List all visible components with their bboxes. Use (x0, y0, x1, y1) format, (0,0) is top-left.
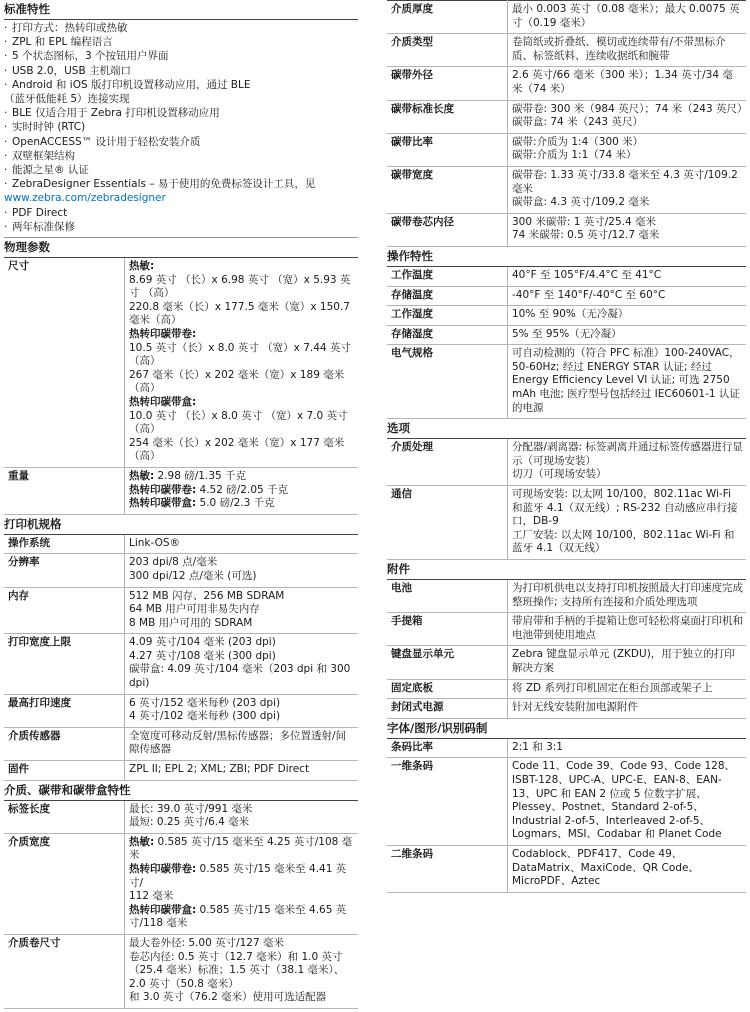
table-row (387, 67, 746, 100)
spec-text: 碳带卷: 1.33 英寸/33.8 毫米至 4.3 英寸/109.2 毫米 (512, 168, 738, 195)
spec-value-line (512, 441, 743, 468)
spec-value (125, 727, 359, 760)
spec-text: 针对无线安装附加电源附件 (512, 701, 638, 714)
spec-value-line (129, 342, 355, 369)
table-row (387, 306, 746, 326)
spec-value-line (129, 904, 355, 931)
spec-value-line (129, 816, 355, 830)
table-row (4, 467, 358, 514)
table-row (387, 646, 746, 679)
table-row (387, 679, 746, 699)
spec-text: 254 毫米（长）x 202 毫米（宽）x 177 毫米（高） (129, 436, 345, 463)
spec-label: 介质卷尺寸 (4, 934, 125, 1008)
spec-value (125, 761, 359, 781)
spec-text: 碳带卷: 300 米（984 英尺）；74 米（243 英尺） (512, 102, 748, 115)
spec-value-line (512, 741, 743, 755)
spec-value-line (129, 617, 355, 631)
table-row (4, 727, 358, 760)
spec-value (508, 845, 747, 892)
spec-value-line (512, 648, 743, 675)
spec-value-line (512, 36, 743, 63)
spec-value (508, 1, 747, 34)
spec-text: 112 毫米 (129, 890, 174, 903)
spec-value-line (512, 848, 743, 889)
section-title-fonts-barcodes: 字体/图形/识别码制 (387, 719, 746, 739)
spec-table (387, 267, 746, 419)
spec-value-line (129, 396, 355, 410)
spec-text: 512 MB 闪存、256 MB SDRAM (129, 589, 285, 602)
spec-table (4, 535, 358, 781)
spec-text: 0.585 英寸/15 毫米至 4.41 英寸/ (129, 863, 347, 889)
right-column (387, 0, 746, 893)
spec-value-line (512, 216, 743, 230)
spec-text: 将 ZD 系列打印机固定在柜台顶部或架子上 (512, 681, 713, 694)
list-item-continued (4, 191, 358, 205)
spec-value-line (129, 470, 355, 484)
table-row (4, 258, 358, 467)
spec-value-line (512, 328, 743, 342)
spec-value-line (512, 69, 743, 96)
spec-value (508, 133, 747, 166)
spec-label: 通信 (387, 486, 508, 560)
spec-value-line (129, 763, 355, 777)
spec-value-line (512, 169, 743, 196)
spec-value (125, 587, 359, 634)
spec-value-line (512, 116, 743, 130)
spec-text: 可现场安装: 以太网 10/100，802.11ac Wi-Fi 和蓝牙 4.1（双无线）; RS-232 自动感应串行接口，DB-9 (512, 488, 738, 528)
table-row (387, 439, 746, 485)
table-row (4, 761, 358, 781)
spec-label: 条码比率 (387, 739, 508, 758)
table-row (387, 739, 746, 758)
table-row (387, 758, 746, 846)
spec-text: Link-OS® (129, 536, 181, 549)
spec-text: 10% 至 90%（无冷凝） (512, 308, 629, 321)
spec-label: 介质处理 (387, 439, 508, 485)
spec-value (508, 758, 747, 846)
section-title-printer: 打印机规格 (4, 515, 358, 535)
spec-text: 8.69 英寸 （长）x 6.98 英寸 （宽）x 5.93 英寸 （高） (129, 273, 351, 300)
spec-value-line (129, 274, 355, 301)
table-row (387, 133, 746, 166)
spec-value-line (512, 468, 743, 482)
spec-text: -40°F 至 140°F/-40°C 至 60°C (512, 288, 666, 301)
table-row (387, 166, 746, 213)
spec-value-line (512, 760, 743, 842)
spec-value-line (512, 308, 743, 322)
list-item: · PDF Direct (4, 206, 358, 220)
list-item: · 双壁框架结构 (4, 149, 358, 163)
spec-text: 4 英寸/102 毫米每秒 (300 dpi) (129, 710, 281, 723)
list-item: · BLE 仅适合用于 Zebra 打印机设置移动应用 (4, 106, 358, 120)
table-row (387, 699, 746, 719)
spec-text: 2.6 英寸/66 毫米（300 米）；1.34 英寸/34 毫米（74 米） (512, 69, 733, 95)
table-row (4, 535, 358, 554)
spec-value-line (512, 529, 743, 556)
spec-value (508, 325, 747, 345)
spec-label: 一维条码 (387, 758, 508, 846)
spec-text: 8 MB 用户可用的 SDRAM (129, 616, 253, 629)
spec-text: 0.585 英寸/15 毫米至 4.25 英寸/108 毫米 (129, 835, 353, 862)
spec-value (508, 166, 747, 213)
spec-text: 卷芯内径: 0.5 英寸（12.7 毫米）和 1.0 英寸（25.4 毫米）标准；1.5 英寸（38.1 毫米）、2.0 英寸（50.8 毫米） (129, 950, 345, 990)
list-item: · USB 2.0，USB 主机端口 (4, 64, 358, 78)
spec-value-line (129, 863, 355, 890)
spec-value-line (129, 991, 355, 1005)
spec-value-line (129, 951, 355, 992)
spec-value (125, 554, 359, 587)
spec-value-line (512, 102, 748, 117)
spec-sublabel: 热转印碳带卷: (129, 328, 197, 341)
spec-value-line (129, 663, 355, 690)
spec-value-line (129, 484, 355, 498)
spec-text: Code 11、Code 39、Code 93、Code 128、ISBT-128、UPC-A、UPC-E、EAN-8、EAN-13、UPC 和 EAN 2 位或 5 位数字扩展、Plessey、Postnet、Standard 2-of-5、Industrial 2-of-5、Interleaved 2-of-5、Logmars、MSI、Codabar 和 Planet Code (512, 760, 735, 841)
spec-label: 碳带宽度 (387, 166, 508, 213)
section-title-options: 选项 (387, 419, 746, 439)
list-item: · 打印方式：热转印或热敏 (4, 21, 358, 35)
list-item: · 5 个状态图标，3 个按钮用户界面 (4, 49, 358, 63)
spec-text: 和 3.0 英寸（76.2 毫米）使用可选适配器 (129, 991, 327, 1004)
list-item: · 两年标准保修 (4, 220, 358, 234)
spec-value (508, 286, 747, 306)
spec-value-line (512, 149, 743, 163)
spec-sublabel: 热转印碳带卷: (129, 483, 197, 496)
spec-text: 300 米碳带: 1 英寸/25.4 毫米 (512, 215, 657, 228)
spec-value-line (129, 570, 355, 584)
section-title-accessories: 附件 (387, 560, 746, 580)
spec-value-line (512, 3, 743, 30)
spec-text: Codablock、PDF417、Code 49、DataMatrix、MaxiCode、QR Code、MicroPDF、Aztec (512, 847, 699, 888)
spec-label: 工作湿度 (387, 306, 508, 326)
spec-label: 碳带外径 (387, 67, 508, 100)
table-row (387, 213, 746, 246)
spec-label: 碳带比率 (387, 133, 508, 166)
spec-text: 2:1 和 3:1 (512, 740, 563, 753)
spec-label: 工作温度 (387, 267, 508, 286)
spec-text: 5% 至 95%（无冷凝） (512, 327, 622, 340)
spec-sublabel: 热敏: (129, 260, 155, 273)
spec-value (125, 934, 359, 1008)
table-row (4, 554, 358, 587)
spec-value-line (129, 710, 355, 724)
table-row (387, 286, 746, 306)
spec-value-line (129, 697, 355, 711)
spec-text: 切刀（可现场安装） (512, 468, 607, 481)
spec-label: 存储温度 (387, 286, 508, 306)
spec-value-line (512, 196, 743, 210)
spec-label: 分辨率 (4, 554, 125, 587)
spec-value (508, 613, 747, 646)
spec-sublabel: 热敏: (129, 835, 155, 848)
table-row (4, 694, 358, 727)
spec-text: 工厂安装: 以太网 10/100，802.11ac Wi-Fi 和蓝牙 4.1（双无线） (512, 528, 735, 555)
spec-text: 可自动检测的（符合 PFC 标准）100-240VAC， (512, 347, 740, 360)
spec-text: 卷筒纸或折叠纸、模切或连续带有/不带黑标介质、标签纸料、连续收据纸和腕带 (512, 36, 726, 62)
spec-value (125, 833, 359, 934)
spec-text: 267 毫米（长）x 202 毫米（宽）x 189 毫米（高） (129, 368, 345, 395)
table-row (387, 267, 746, 286)
spec-value (508, 67, 747, 100)
table-row (387, 325, 746, 345)
spec-value (508, 699, 747, 719)
spec-table (387, 0, 746, 247)
spec-label: 固件 (4, 761, 125, 781)
spec-text: 最大卷外径: 5.00 英寸/127 毫米 (129, 936, 285, 949)
spec-value-line (129, 410, 355, 437)
spec-value (125, 535, 359, 554)
spec-sublabel: 热敏: (129, 469, 155, 482)
spec-value (508, 439, 747, 485)
spec-value-line (512, 136, 743, 150)
spec-label: 固定底板 (387, 679, 508, 699)
spec-value-line (129, 437, 355, 464)
section-title-media: 介质、碳带和碳带盒特性 (4, 781, 358, 801)
spec-value (508, 213, 747, 246)
spec-value-line (129, 537, 355, 551)
spec-label: 最高打印速度 (4, 694, 125, 727)
spec-value-line (512, 488, 743, 529)
spec-text: 50-60Hz; 经过 ENERGY STAR 认证; 经过 Energy Efficiency Level VI 认证; 可选 2750 mAh 电池; 医疗型号包括经过 IEC60601-1 认证的电源 (512, 360, 740, 414)
spec-table (4, 801, 358, 1009)
list-item: · 实时时钟 (RTC) (4, 120, 358, 134)
spec-value-line (129, 636, 355, 650)
spec-label: 操作系统 (4, 535, 125, 554)
spec-value-line (129, 937, 355, 951)
spec-text: 300 dpi/12 点/毫米 (可选) (129, 569, 257, 582)
spec-text: 最短: 0.25 英寸/6.4 毫米 (129, 816, 250, 829)
spec-text: 2.98 磅/1.35 千克 (154, 469, 247, 482)
spec-value-line (129, 803, 355, 817)
zebradesigner-link[interactable]: www.zebra.com/zebradesigner (4, 192, 166, 205)
spec-value-line (129, 603, 355, 617)
spec-label: 存储湿度 (387, 325, 508, 345)
spec-table (387, 739, 746, 893)
spec-value-line (129, 260, 355, 274)
spec-value-line (512, 582, 743, 609)
spec-text: 203 dpi/8 点/毫米 (129, 556, 218, 569)
spec-table (387, 580, 746, 719)
list-item: · Android 和 iOS 版打印机设置移动应用，通过 BLE (4, 78, 358, 92)
spec-value-line (512, 269, 743, 283)
left-column (4, 0, 358, 1009)
spec-label: 手提箱 (387, 613, 508, 646)
spec-value-line (129, 590, 355, 604)
standard-features-list (4, 20, 358, 238)
spec-text: 最小 0.003 英寸（0.08 毫米）；最大 0.0075 英寸（0.19 毫米） (512, 3, 740, 29)
table-row (4, 934, 358, 1008)
spec-label: 封闭式电源 (387, 699, 508, 719)
spec-sublabel: 热转印碳带盒: (129, 497, 197, 510)
spec-value-line (512, 615, 743, 642)
spec-value (508, 486, 747, 560)
spec-value (508, 580, 747, 613)
spec-text: 10.5 英寸（长）x 8.0 英寸 （宽）x 7.44 英寸 （高） (129, 341, 351, 368)
table-row (387, 1, 746, 34)
spec-text: 10.0 英寸 （长）x 8.0 英寸 （宽）x 7.0 英寸 （高） (129, 409, 348, 436)
spec-label: 电气规格 (387, 345, 508, 419)
list-item-continued: （蓝牙低能耗 5）连接实现 (4, 93, 130, 106)
table-row (387, 580, 746, 613)
section-title-physical: 物理参数 (4, 238, 358, 258)
spec-value (125, 634, 359, 694)
spec-label: 介质传感器 (4, 727, 125, 760)
spec-sublabel: 热转印碳带盒: (129, 903, 197, 916)
spec-value (508, 267, 747, 286)
spec-value (508, 345, 747, 419)
table-row (4, 801, 358, 834)
spec-table (4, 258, 358, 515)
list-item: · 能源之星® 认证 (4, 163, 358, 177)
spec-text: 0.585 英寸/15 毫米至 4.65 英寸/118 毫米 (129, 903, 347, 930)
spec-text: 全宽度可移动反射/黑标传感器；多位置透射/间隙传感器 (129, 729, 347, 756)
spec-text: 74 米碳带: 0.5 英寸/12.7 毫米 (512, 229, 660, 242)
spec-value-line (129, 497, 355, 511)
spec-text: 碳带:介质为 1:1（74 米） (512, 149, 637, 162)
spec-value-line (129, 328, 355, 342)
spec-text: 40°F 至 105°F/4.4°C 至 41°C (512, 268, 662, 281)
spec-label: 电池 (387, 580, 508, 613)
spec-value (508, 100, 747, 133)
spec-text: 64 MB 用户可用非易失内存 (129, 603, 260, 616)
spec-value-line (129, 836, 355, 863)
section-title-standard: 标准特性 (4, 0, 358, 20)
spec-value-line (129, 369, 355, 396)
spec-value-line (129, 730, 355, 757)
spec-value (125, 801, 359, 834)
table-row (387, 100, 746, 133)
spec-text: 4.27 英寸/108 毫米 (300 dpi) (129, 649, 276, 662)
spec-label: 键盘显示单元 (387, 646, 508, 679)
spec-text: 4.52 磅/2.05 千克 (196, 483, 289, 496)
spec-value-line (512, 361, 743, 415)
spec-label: 介质厚度 (387, 1, 508, 34)
spec-label: 尺寸 (4, 258, 125, 467)
list-item: · ZebraDesigner Essentials – 易于使用的免费标签设计工具，见 (4, 177, 358, 191)
spec-value (508, 739, 747, 758)
spec-value (508, 34, 747, 67)
spec-table (387, 439, 746, 560)
table-row (387, 345, 746, 419)
table-row (387, 613, 746, 646)
spec-text: 碳带盒: 74 米（243 英尺） (512, 116, 643, 129)
spec-label: 内存 (4, 587, 125, 634)
spec-sublabel: 热转印碳带卷: (129, 863, 197, 876)
spec-text: 碳带盒: 4.09 英寸/104 毫米（203 dpi 和 300 dpi) (129, 663, 351, 690)
spec-value-line (512, 347, 743, 361)
spec-value (508, 679, 747, 699)
spec-sublabel: 热转印碳带盒: (129, 395, 197, 408)
spec-value-line (129, 890, 355, 904)
spec-value-line (512, 682, 743, 696)
spec-value-line (512, 701, 743, 715)
table-row (4, 634, 358, 694)
spec-text: 6 英寸/152 毫米每秒 (203 dpi) (129, 696, 281, 709)
spec-text: 最长: 39.0 英寸/991 毫米 (129, 802, 253, 815)
table-row (4, 833, 358, 934)
section-title-operating: 操作特性 (387, 247, 746, 267)
spec-text: 碳带盒: 4.3 英寸/109.2 毫米 (512, 196, 650, 209)
spec-value (125, 694, 359, 727)
spec-label: 碳带标准长度 (387, 100, 508, 133)
table-row (387, 34, 746, 67)
spec-value-line (129, 650, 355, 664)
spec-label: 碳带卷芯内径 (387, 213, 508, 246)
spec-value-line (129, 301, 355, 328)
table-row (4, 587, 358, 634)
spec-value (508, 646, 747, 679)
list-item: · ZPL 和 EPL 编程语言 (4, 35, 358, 49)
spec-label: 打印宽度上限 (4, 634, 125, 694)
spec-value-line (129, 556, 355, 570)
spec-label: 介质宽度 (4, 833, 125, 934)
spec-text: 4.09 英寸/104 毫米 (203 dpi) (129, 636, 276, 649)
spec-label: 重量 (4, 467, 125, 514)
spec-text: ZPL II; EPL 2; XML; ZBI; PDF Direct (129, 763, 310, 776)
spec-value (125, 258, 359, 467)
spec-text: 220.8 毫米（长）x 177.5 毫米（宽）x 150.7 毫米（高） (129, 300, 350, 327)
spec-text: 分配器/剥离器: 标签剥离并通过标签传感器进行显示（可现场安装） (512, 441, 743, 467)
spec-text: 碳带:介质为 1:4（300 米） (512, 135, 644, 148)
spec-value-line (512, 289, 743, 303)
spec-value (508, 306, 747, 326)
spec-text: 5.0 磅/2.3 千克 (196, 497, 275, 510)
spec-value-line (512, 229, 743, 243)
spec-label: 二维条码 (387, 845, 508, 892)
spec-value (125, 467, 359, 514)
table-row (387, 845, 746, 892)
spec-text: Zebra 键盘显示单元 (ZKDU)，用于独立的打印解决方案 (512, 648, 735, 674)
spec-text: 带肩带和手柄的手提箱让您可轻松将桌面打印机和电池带到使用地点 (512, 615, 743, 641)
spec-label: 标签长度 (4, 801, 125, 834)
spec-label: 介质类型 (387, 34, 508, 67)
table-row (387, 486, 746, 560)
spec-text: 为打印机供电以支持打印机按照最大打印速度完成整班操作; 支持所有连接和介质处理选项 (512, 582, 743, 608)
list-item: · OpenACCESS™ 设计用于轻松安装介质 (4, 135, 358, 149)
